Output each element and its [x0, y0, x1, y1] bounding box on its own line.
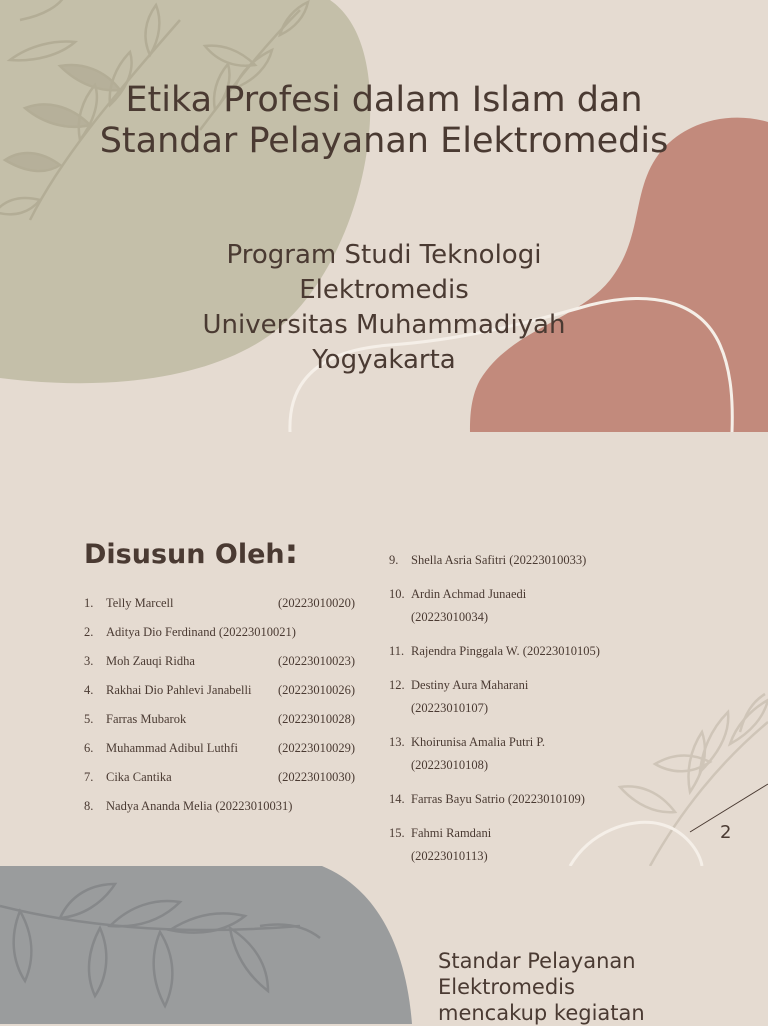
member-name: Rajendra Pinggala W. (20223010105)	[411, 644, 600, 658]
item-number: 10.	[389, 587, 405, 601]
body-line-2: Elektromedis	[438, 975, 575, 999]
item-number: 5.	[84, 712, 94, 726]
subtitle-line-2: Elektromedis	[299, 275, 469, 305]
item-number: 3.	[84, 654, 94, 668]
gray-blob-shape	[0, 866, 412, 1024]
member-name: Shella Asria Safitri (20223010033)	[411, 553, 587, 567]
member-id: (20223010030)	[278, 770, 356, 784]
slide-title	[0, 80, 768, 162]
body-line-1: Standar Pelayanan	[438, 949, 636, 973]
item-number: 11.	[389, 644, 405, 658]
list-item	[84, 595, 364, 613]
list-item	[389, 822, 629, 868]
member-name: Fahmi Ramdani	[411, 826, 492, 840]
member-name: Muhammad Adibul Luthfi	[106, 741, 238, 755]
list-item	[389, 640, 629, 663]
subtitle-line-1: Program Studi Teknologi	[226, 240, 542, 270]
slide-title-line-2: Standar Pelayanan Elektromedis	[99, 121, 669, 161]
members-slide	[0, 432, 768, 866]
subtitle-line-4: Yogyakarta	[312, 345, 456, 375]
item-number: 15.	[389, 826, 405, 840]
item-number: 14.	[389, 792, 405, 806]
leaf-outline-icon	[620, 694, 768, 866]
member-id: (20223010020)	[278, 596, 356, 610]
list-item	[389, 583, 629, 629]
item-number: 6.	[84, 741, 94, 755]
subtitle-line-3: Universitas Muhammadiyah	[202, 310, 566, 340]
heading-colon: :	[284, 532, 299, 572]
list-item	[84, 798, 364, 816]
title-slide	[0, 0, 768, 432]
list-item	[84, 740, 364, 758]
item-number: 7.	[84, 770, 94, 784]
member-list-left	[84, 595, 364, 827]
member-id: (20223010107)	[411, 701, 489, 715]
member-name: Rakhai Dio Pahlevi Janabelli	[106, 683, 252, 697]
slide-title-line-1: Etika Profesi dalam Islam dan	[125, 80, 643, 120]
member-id: (20223010023)	[278, 654, 356, 668]
member-name: Cika Cantika	[106, 770, 172, 784]
member-list-right	[389, 549, 629, 913]
list-item	[389, 549, 629, 572]
decorative-shapes	[0, 866, 768, 1024]
item-number: 12.	[389, 678, 405, 692]
member-name: Aditya Dio Ferdinand (20223010021)	[106, 625, 296, 639]
slide-subtitle	[0, 238, 768, 378]
member-id: (20223010029)	[278, 741, 356, 755]
item-number: 9.	[389, 553, 399, 567]
section-heading	[84, 532, 298, 572]
heading-text: Disusun Oleh	[84, 539, 285, 570]
list-item	[84, 653, 364, 671]
list-item	[84, 769, 364, 787]
item-number: 13.	[389, 735, 405, 749]
page-number: 2	[720, 822, 732, 843]
content-slide	[0, 866, 768, 1024]
slide-body-text	[438, 948, 645, 1026]
list-item	[389, 731, 629, 777]
item-number: 1.	[84, 596, 94, 610]
member-name: Moh Zauqi Ridha	[106, 654, 195, 668]
member-name: Destiny Aura Maharani	[411, 678, 529, 692]
member-id: (20223010108)	[411, 758, 489, 772]
list-item	[389, 674, 629, 720]
body-line-3: mencakup kegiatan	[438, 1001, 645, 1025]
member-id: (20223010026)	[278, 683, 356, 697]
member-name: Ardin Achmad Junaedi	[411, 587, 527, 601]
item-number: 4.	[84, 683, 94, 697]
list-item	[84, 682, 364, 700]
member-name: Farras Mubarok	[106, 712, 187, 726]
member-name: Farras Bayu Satrio (20223010109)	[411, 792, 585, 806]
member-id: (20223010034)	[411, 610, 489, 624]
member-name: Khoirunisa Amalia Putri P.	[411, 735, 546, 749]
list-item	[84, 624, 364, 642]
member-name: Nadya Ananda Melia (20223010031)	[106, 799, 293, 813]
member-id: (20223010113)	[411, 849, 488, 863]
list-item	[389, 788, 629, 811]
item-number: 8.	[84, 799, 94, 813]
member-id: (20223010028)	[278, 712, 356, 726]
item-number: 2.	[84, 625, 94, 639]
member-name: Telly Marcell	[106, 596, 174, 610]
list-item	[84, 711, 364, 729]
